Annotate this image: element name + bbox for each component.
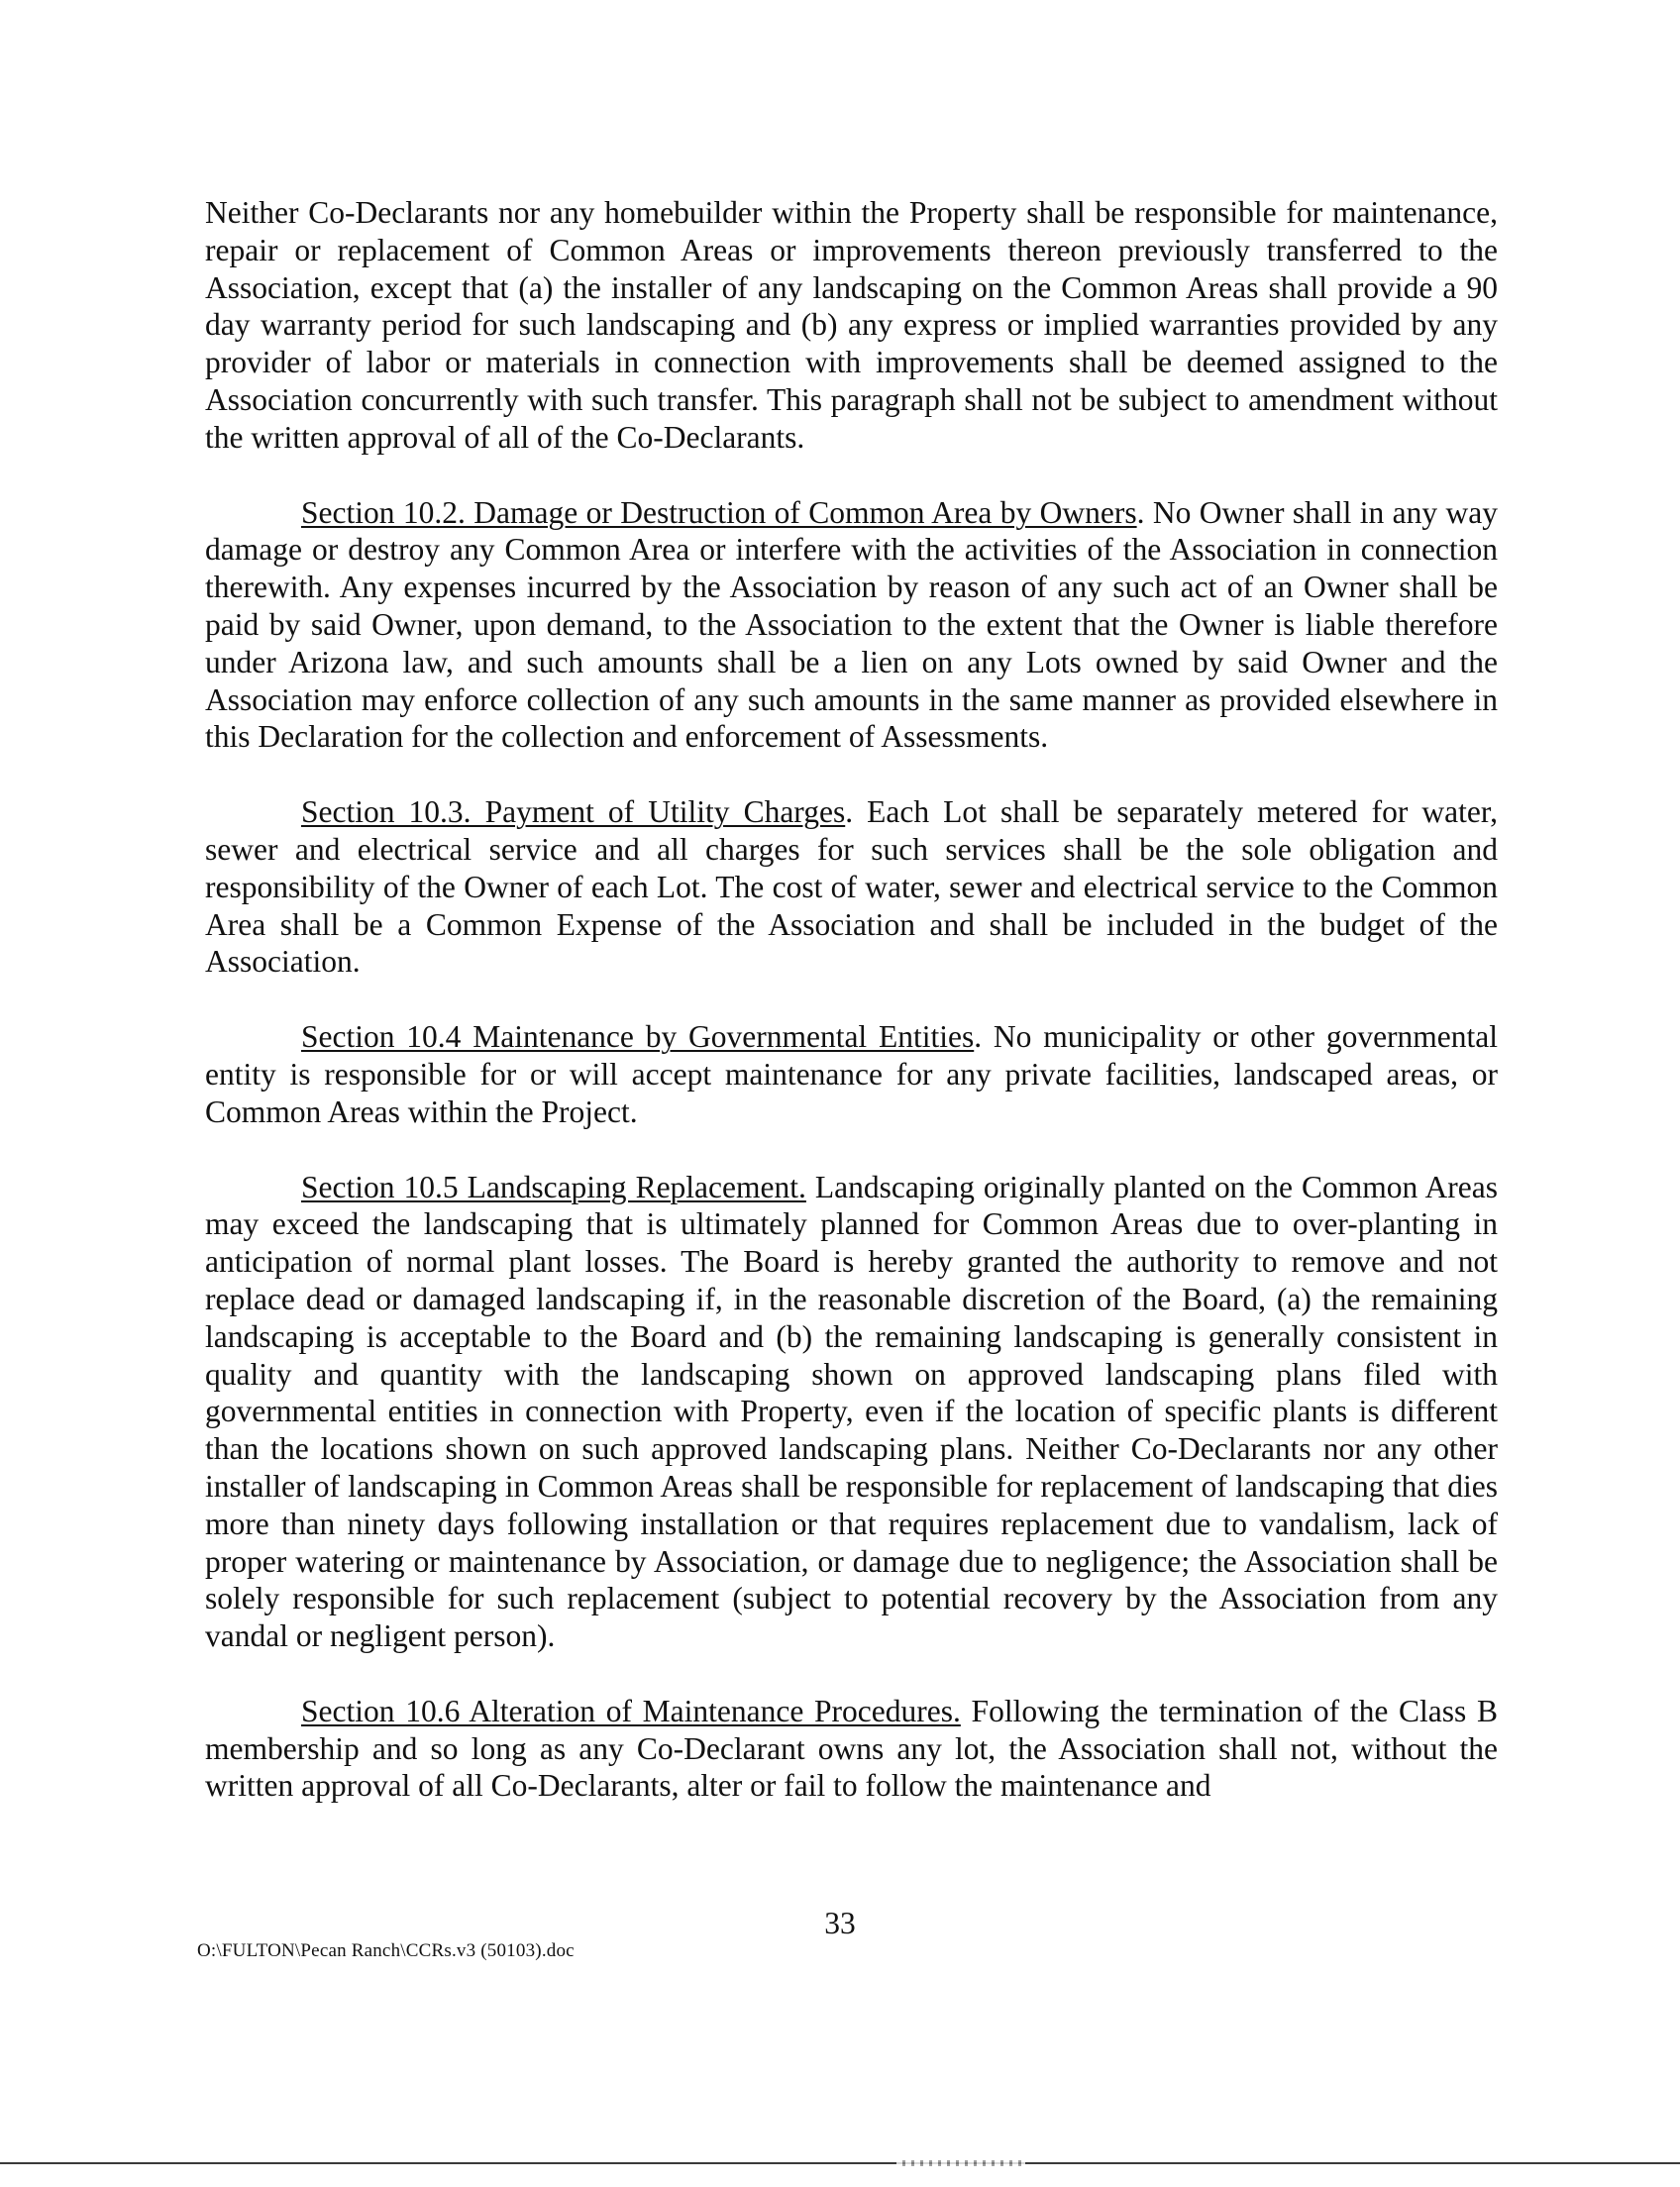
section-10-2-text: . No Owner shall in any way damage or destroy any Common Area or interfere with the activities of the Association in connection therewith. Any expenses incurred by the Association by reason of any such act of an Owner shall be paid by said Owner, upon demand, to the Association to the extent that the Owner is liable therefore under Arizona law, and such amounts shall be a lien on any Lots owned by said Owner and the Association may enforce collection of any such amounts in the same manner as provided elsewhere in this Declaration for the collection and enforcement of Assessments. [205, 494, 1499, 755]
footer-divider-scan-artifact [896, 2160, 1025, 2166]
section-10-5-heading: Section 10.5 Landscaping Replacement. [301, 1169, 806, 1204]
paragraph-co-declarants-warranty [205, 194, 1498, 457]
section-10-6-paragraph [205, 1693, 1498, 1805]
section-10-5-text: Landscaping originally planted on the Common Areas may exceed the landscaping that is ultimately planned for Common Areas due to over-planting in anticipation of normal plant losses. The Board is hereby granted the authority to remove and not replace dead or damaged landscaping if, in the reasonable discretion of the Board, (a) the remaining landscaping is acceptable to the Board and (b) the remaining landscaping is generally consistent in quality and quantity with the landscaping shown on approved landscaping plans filed with governmental entities in connection with Property, even if the location of specific plants is different than the locations shown on such approved landscaping plans. Neither Co-Declarants nor any other installer of landscaping in Common Areas shall be responsible for replacement of landscaping that dies more than ninety days following installation or that requires replacement due to vandalism, lack of proper watering or maintenance by Association, or damage due to negligence; the Association shall be solely responsible for such replacement (subject to potential recovery by the Association from any vandal or negligent person). [205, 1169, 1499, 1654]
section-10-3-heading: Section 10.3. Payment of Utility Charges [301, 794, 846, 830]
page-number: 33 [824, 1906, 856, 1940]
section-10-4-text: . No municipality or other governmental entity is responsible for or will accept maintenance for any private facilities, landscaped areas, or Common Areas within the Project. [205, 1019, 1499, 1129]
footer-divider [0, 2162, 1680, 2164]
paragraph-text: Neither Co-Declarants nor any homebuilder within the Property shall be responsible for maintenance, repair or replacement of Common Areas or improvements thereon previously transferred to the Association, except that (a) the installer of any landscaping on the Common Areas shall provide a 90 day warranty period for such landscaping and (b) any express or implied warranties provided by any provider of labor or materials in connection with improvements shall be deemed assigned to the Association concurrently with such transfer. This paragraph shall not be subject to amendment without the written approval of all of the Co-Declarants. [205, 195, 1498, 455]
file-path-footer: O:\FULTON\Pecan Ranch\CCRs.v3 (50103).doc [197, 1940, 575, 1961]
section-10-4-paragraph [205, 1018, 1498, 1130]
section-10-2-heading: Section 10.2. Damage or Destruction of Common Area by Owners [301, 494, 1137, 530]
document-body [205, 194, 1498, 1805]
section-10-2-paragraph [205, 494, 1498, 757]
section-10-3-text: . Each Lot shall be separately metered for water, sewer and electrical service and all charges for such services shall be the sole obligation and responsibility of the Owner of each Lot. The cost of water, sewer and electrical service to the Common Area shall be a Common Expense of the Association and shall be included in the budget of the Association. [205, 794, 1498, 980]
section-10-3-paragraph [205, 793, 1498, 981]
section-10-6-heading: Section 10.6 Alteration of Maintenance Procedures. [301, 1693, 961, 1728]
section-10-4-heading: Section 10.4 Maintenance by Governmental Entities [301, 1019, 975, 1055]
section-10-6-text: Following the termination of the Class B membership and so long as any Co-Declarant owns any lot, the Association shall not, without the written approval of all Co-Declarants, alter or fail to follow the maintenance and [205, 1693, 1498, 1804]
section-10-5-paragraph [205, 1169, 1498, 1655]
